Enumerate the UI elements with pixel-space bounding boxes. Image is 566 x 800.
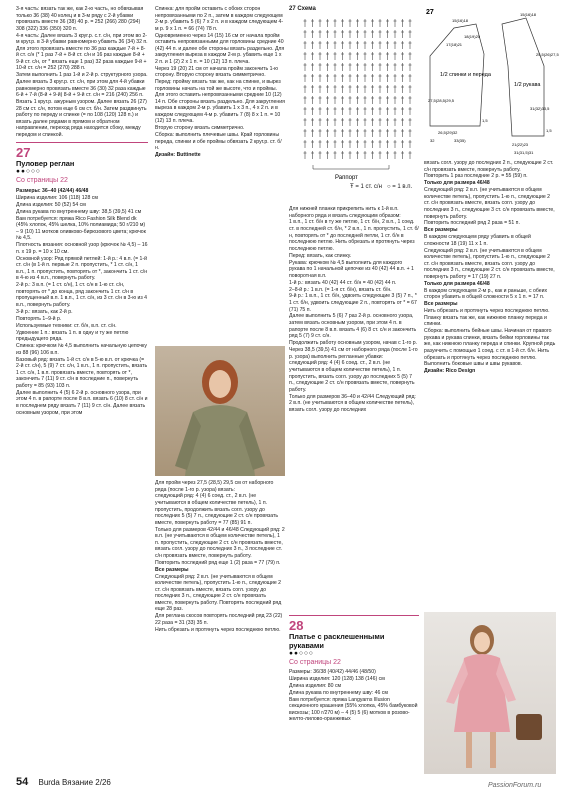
dim-label: 18(19)20: [464, 34, 481, 39]
paragraph: Повторять 1–9-й р.: [16, 315, 62, 322]
paragraph: Размеры: 36/38 (40/42) 44/46 (48/50): [289, 669, 376, 675]
paragraph: 1 в.п., 1 ст. б/н в ту же петлю, 1 ст. б/н, 2 в.п., 1 соед. ст. в последней ст. б/н, * 2 в.п., 1 п. пропустить, 1 ст. б/н, повторять от * до последней петли, 1 ст. б/н в последнюю петлю. Нить обрезать и протянуть через последнюю петлю.: [289, 219, 419, 252]
dim-label: 1,5: [482, 118, 488, 123]
paragraph: Длина изделия: 80 см: [289, 682, 342, 689]
section-title: Платье с расклешенными рукавами: [289, 632, 385, 650]
paragraph: Длина рукава по внутреннему шву: 38,5 (39,5) 41 см: [16, 208, 142, 215]
dress-photo: [424, 612, 556, 774]
pullover-photo: [155, 346, 285, 476]
paragraph: Продолжить работу основным узором, начав с 1-го р.: [289, 340, 418, 347]
paragraph: Вязать 1 круг.р. ажурным узором. Далее вязать 26 (27) 28 см ст. с/н, потом еще 6 см ст. б/н. Затем раздвинуть работу по переду и спинке (= по 108 (120) 128 п.) и вязать далее рядами в прямом и обратном направлении, переход ряда находится сбоку, между передом и спинкой.: [16, 99, 147, 138]
section-number: 27: [16, 144, 31, 160]
paragraph: Размеры: 36–40 (42/44) 46/48: [16, 188, 89, 194]
paragraph: Для реглана скосов повторять последний ряд 23 (22) 22 раза = 31 (33) 35 п.: [155, 613, 283, 626]
rapport-label: Раппорт: [335, 175, 358, 181]
paragraph: Удвоение 1 п.: вязать 1 п. в одну и ту же петлю предыдущего ряда.: [16, 329, 129, 343]
paragraph: Все размеры: [424, 301, 458, 308]
paragraph: Рукава: крючком № 4,5 выполнить для каждого рукава по 1 начальной цепочке из 40 (42) 44 в.п. + 1 поворотная в.п.: [289, 259, 414, 279]
scheme-legend: [350, 184, 412, 190]
section-28: [289, 612, 419, 774]
rapport-bracket: [313, 165, 389, 169]
paragraph: Вам потребуется: пряжа Rico Fashion Silk Blend dk (45% хлопок, 45% шелка, 10% полиамида; 50 г/210 м) – 9 (10) 11 мотков оливково-бирюзового цвета; крючок № 4,5.: [16, 215, 146, 242]
scheme-title: 27 Схема: [289, 6, 316, 12]
paragraph: Дизайн: Rico Design: [424, 368, 476, 375]
difficulty-rating: ●●○○○: [16, 168, 41, 175]
legend-stitch: = 1 ст. с/н: [355, 184, 382, 190]
paragraph: Длина рукава по внутреннему шву: 46 см: [289, 689, 388, 696]
paragraph: Длина изделия: 50 (52) 54 см: [16, 201, 86, 208]
paragraph: следующий ряд: 4 (4) 6 соед. ст., 2 в.п. (не учитываются в общем количестве петель), 1 п. пропустить, продолжить вязать согл. узору до последних 5 (5) 7 п., следующие 2 ст. с/н провязать вместе, повернуть работу = 77 (85) 91 п.: [155, 493, 279, 526]
paragraph: Нить обрезать и протянуть через последнюю петлю. Планку вязать так же, как нижнюю планку переда и спинки.: [424, 308, 550, 328]
paragraph: 9-й р.: 1 в.п., 1 ст. б/н, удвоить следующие 3 (5) 7 п., * 1 ст. б/н, удвоить следующие 2 п., повторять от * = 67 (71) 75 п.: [289, 293, 417, 313]
paragraph: Сборка: выполнить плечевые швы. Край горловины переда, спинки и обе проймы обвязать 2 круг.р. ст. б/н.: [155, 132, 282, 152]
paragraph: Для нижней планки прикрепить нить к 1-й в.п. наборного ряда и вязать следующим образом:: [289, 206, 401, 219]
from-page-link[interactable]: Со страницы 22: [289, 659, 341, 666]
paragraph: Следующий ряд: 2 в.п. (не учитываются в общем количестве петель), пропустить 1-ю п., следующие 2 ст. с/н провязать вместе, вязать согл. узору до последних 3 п., следующие 2 ст. с/н провязать вместе, повернуть работу. Повторять последний ряд еще 28 раз.: [155, 573, 282, 613]
dim-label: 26,5(29)32: [438, 130, 458, 135]
paragraph: Далее выполнить 4 (5) 6 2-й р. основного узора, при этом 4 п. в рапорте после 8 в.п. вязать 6 (10) 8 ст. с/н и в последнем ряду вязать 7 (11) 9 ст. с/н. Далее вязать основным узором, при этом: [16, 389, 148, 416]
paragraph: Только для размера 46/48: [424, 280, 490, 287]
paragraph: Сборка: выполнить бейные швы. Начиная от правого рукава и рукава спинки, вязать бейки горловины так же, как нижнюю планку переда и спинки. Крупной рядь разунчить с помощью 1 соед. с ст. в 1-й ст. б/н. Нить обрезать и протянуть через последнюю петлю. Выполнить боковые швы и швы рукавов.: [424, 328, 556, 368]
paragraph: Все размеры: [155, 566, 189, 573]
column-4: [424, 160, 556, 608]
paragraph: Ширина изделия: 120 (128) 138 (146) см: [289, 675, 385, 682]
paragraph: Все размеры: [424, 227, 458, 234]
paragraph: Вторую сторону вязать симметрично.: [155, 125, 245, 132]
column-2: [155, 6, 285, 256]
section-27-header: [16, 146, 148, 186]
dim-label: 27,5(28,5)29,5: [428, 98, 455, 103]
section-number: 28: [289, 618, 304, 633]
section-divider: [16, 142, 148, 143]
paragraph: следующий ряд: 4 (4) 6 соед. ст., 2 в.п. (не учитываются в общем количестве петель), 1 п. пропустить, вязать согл. узору до последних 5 (5) 7 п., следующие 2 ст. с/н провязать вместе, повернуть работу.: [289, 360, 415, 393]
page-footer: [16, 776, 111, 788]
paragraph: Перед: пройму вязать так же, как на спинке, и вырез горловины начать на той же высоте, что и проймы. Для этого оставить непровязанными средние 10 (12) 14 п. Обе стороны вязать раздельно. Для закругления выреза в каждом 2-м р. убавить 1 x 3 п., 4 x 2 п. и в каждом следующем 4-м р. убавить 7 (8) 8 х 1 п. = 10 (12) 13 п. плеча.: [155, 79, 285, 125]
paragraph: Через 19 (20) 21 см от начала пройм закончить 1-ю сторону. Вторую сторону вязать симметрично.: [155, 65, 279, 79]
dim-label: 31(32)33,5: [530, 106, 550, 111]
section-title: Пуловер реглан: [16, 158, 75, 168]
paragraph: 2–8-й р.: 1 в.п. (= 1-я ст. б/н), вязать ст. б/н.: [289, 286, 392, 293]
paragraph: Повторить последний ряд еще 1 (2) раза = 77 (79) п.: [155, 559, 281, 566]
paragraph: Далее выполнить 5 (6) 7 раз 2-й р. основного узора, затем вязать основным узором, при этом 4 п. в рапорте после 8 в.п. вязать 4 (6) 8 ст. с/н и закончить ряд 5 (7) 9 ст. с/н.: [289, 313, 417, 340]
paragraph: 4-я часть: Далее вязать 3 круг.р. с.т. с/н, при этом во 2-м круг.р. в 3-й убавки равномерно убавить 36 (34) 32 п. Для этого провязать вместе по 36 раз каждые 7-й + 8-й ст. с/н (* 1 раз 7-й + 8-й ст. с/н и 16 раз каждые 8-й + 9-й ст. с/н, от * вязать еще 1 раз) 32 раза каждые 9-й + 10-й ст. с/н = 252 (270) 288 п.: [16, 32, 148, 72]
stitch-symbol-icon: Ŧ: [350, 184, 354, 190]
paragraph: Только для размеров 42/44 и 46/48 Следующий ряд: 2 в.п. (не учитываются в общем количестве петель), 1 п. пропустить, следующие 2 ст. с/н провязать вместе, вязать согл. узору до последних 3 п., 3 последние ст. с/н провязать вместе, повернуть работу.: [155, 526, 285, 559]
column-1: [16, 6, 148, 416]
paragraph: 3-й р.: вязать, как 2-й р.: [16, 308, 73, 315]
pattern-diagram: [424, 6, 559, 156]
paragraph: Через 38,5 (39,5) 41 см от наборного ряда (после 1-го р. узора) выполнить регланные убавки:: [289, 347, 418, 360]
paragraph: Только для размера 46/48: [424, 180, 490, 187]
paragraph: Основной узор: Ряд прямой петлей: 1-й р.: 4 в.п. (= 1-й ст. с/н (в 1-й п. первые 2 п. пропустить, * 1 ст. с/н, 1 в.п., 1 п. пропустить, повторять от *, закончить 1 ст. с/н в 4-ю из 4 в.п., повернуть работу.: [16, 255, 148, 282]
paragraph: Для пройм через 27,5 (28,5) 29,5 см от наборного ряда (после 1-го р. узора) вязать:: [155, 480, 274, 493]
paragraph: Только для размеров 36–40 и 42/44 Следующий ряд: 2 в.п. (не учитываются в общем количестве петель), вязать согл. узору до последних: [289, 393, 416, 413]
chain-symbol-icon: ○: [386, 184, 391, 190]
paragraph: Ширина изделия: 106 (118) 128 см: [16, 194, 98, 201]
dim-label: 25,5(26)27,5: [536, 52, 559, 57]
column-3: [289, 206, 419, 606]
dim-label: 31(31,5)31: [514, 150, 534, 155]
column-2-lower: [155, 480, 285, 775]
dim-label: 15(16)18: [520, 12, 537, 17]
paragraph: 2-й р.: 3 в.п. (= 1 ст. с/н), 1 ст. с/н в 1-ю ст. с/н, повторять от * до конца, ряд закончить 1 ст. с/н в пропущенный в.п. 1 в.п., 1 ст. с/н, из 3 ст. с/н в 3-ю из 4 в.п., повернуть работу.: [16, 282, 148, 309]
paragraph: 1-й р.: вязать 40 (42) 44 ст. б/н = 40 (42) 44 п.: [289, 279, 397, 286]
dim-label: 33(35): [454, 138, 466, 143]
dim-label: 17(18)21: [446, 42, 463, 47]
dim-label: 21(22)23: [512, 142, 529, 147]
front-label: 1/2 спинки и переда: [440, 72, 491, 78]
paragraph: вязать согл. узору до последних 2 п., следующие 2 ст. с/н провязать вместе, повернуть работу.: [424, 160, 554, 173]
from-page-link[interactable]: Со страницы 22: [16, 177, 68, 184]
paragraph: Повторить 1 раз последние 2 р. = 55 (59) п.: [424, 173, 528, 180]
paragraph: Вам потребуется: пряжа Langyarns Illusion секционного крашения (55% хлопка, 45% бамбуковой вискозы; 100 г/270 м) – 4 (5) 5 (6) мотков в розово-желто-лилово-оранжевых: [289, 696, 418, 723]
page-number: 54: [16, 776, 29, 788]
legend-chain: = 1 в.п.: [392, 184, 413, 190]
paragraph: Следующий ряд: 2 в.п. (не учитываются в общем количестве петель), пропустить 1-ю п., следующие 2 ст. с/н провязать вместе, вязать согл. узору до последних 3 п., следующие 2 ст. с/н провязать вместе, повернуть работу = 17 (19) 27 п.: [424, 247, 555, 281]
paragraph: Базовый ряд: вязать 1-й ст. с/н в 5-ю в.п. от крючка (= 2-й ст. с/н), 5 (9) 7 ст. с/н, 1 в.п., 1 п. пропустить, вязать 1 ст. с/н, 1 в.п. провязать вместе, повторять от *, закончить 7 (11) 9 ст. с/н в последние п., повернуть работу = 85 (93) 103 п.: [16, 356, 148, 389]
magazine-name: Burda Вязание 2/26: [38, 778, 111, 787]
paragraph: Дизайн: Buttinette: [155, 152, 201, 159]
paragraph: Используемые техники: ст. б/н, в.п. ст. с/н.: [16, 322, 117, 329]
paragraph: Спинка: крючком № 4,5 выполнить начальную цепочку из 88 (96) 106 в.п.: [16, 343, 147, 356]
paragraph: Плотность вязания: основной узор (крючок № 4,5) – 16 п. x 19 р. = 10 x 10 см.: [16, 242, 148, 255]
paragraph: Следующий ряд: 2 в.п. (не учитываются в общем количестве петель), пропустить 1-ю п., следующие 2 ст. с/н провязать вместе, вязать согл. узору до последних 3 п., следующие 3 ст. с/н провязать вместе, повернуть работу.: [424, 187, 555, 220]
paragraph: Спинка: для пройм оставить с обоих сторон непровязанными по 2 п., затем в каждом следующем 2-м р. убавить 5 (6) 7 х 2 п. и в каждом следующем 4-м р. 9 x 1 п. = 66 (74) 78 п.: [155, 6, 284, 32]
paragraph: Перед: вязать, как спинку.: [289, 252, 352, 259]
paragraph: В каждом следующем ряду убавить в общей сложности 18 (19) 11 x 1 п.: [424, 234, 531, 247]
dim-label: 32: [430, 138, 435, 143]
paragraph: Повторить последний ряд 2 раза = 51 п.: [424, 220, 520, 227]
paragraph: 3-я часть: вязать так же, как 2-ю часть, но обвязывая только 36 (38) 40 колец и в 3-м ряду с 2-й убавки провязать вместе 36 (38) 40 р. = 252 (266) 280 (294) 308 (322) 336 (350) 320 п.: [16, 6, 144, 32]
watermark: PassionForum.ru: [488, 782, 542, 789]
sleeve-label: 1/2 рукава: [514, 82, 541, 88]
pattern-number: 27: [426, 9, 434, 16]
paragraph: Нить обрезать и протянуть через последнюю петлю.: [155, 626, 281, 633]
section-divider: [289, 615, 419, 616]
paragraph: В каждом следующем 2-м р., как и раньше, с обеих сторон убавить в общей сложности 5 x 1 п. = 17 п.: [424, 287, 548, 301]
scheme-grid: [289, 13, 419, 183]
paragraph: Далее вязать 3 круг.р. ст. с/н, при этом для 4-й убавки равномерно провязать вместе 36 (30) 32 раза каждые 6-й + 7-й (8-й + 9-й) 8-й + 9-й ст. с/н = 216 (240) 256 п.: [16, 79, 146, 99]
difficulty-rating: ●●○○○: [289, 650, 314, 657]
dim-label: 15(16)18: [452, 18, 469, 23]
dim-label: 1,5: [546, 128, 552, 133]
stitch-scheme: [289, 6, 419, 208]
paragraph: Затем выполнить 1 раз 1-й и 2-й р. структурного узора.: [16, 72, 148, 79]
paragraph: Одновременно через 14 (15) 16 см от начала пройм оставить непровязанными для горловины средние 40 (42) 44 п. и далее обе стороны вязать раздельно. Для закругления выреза в каждом 2-м р. убавить еще 1 x 2 п. и 1 (2) 2 х 1 п. = 10 (12) 13 п. плеча.: [155, 32, 285, 65]
pattern-svg: [424, 6, 559, 156]
